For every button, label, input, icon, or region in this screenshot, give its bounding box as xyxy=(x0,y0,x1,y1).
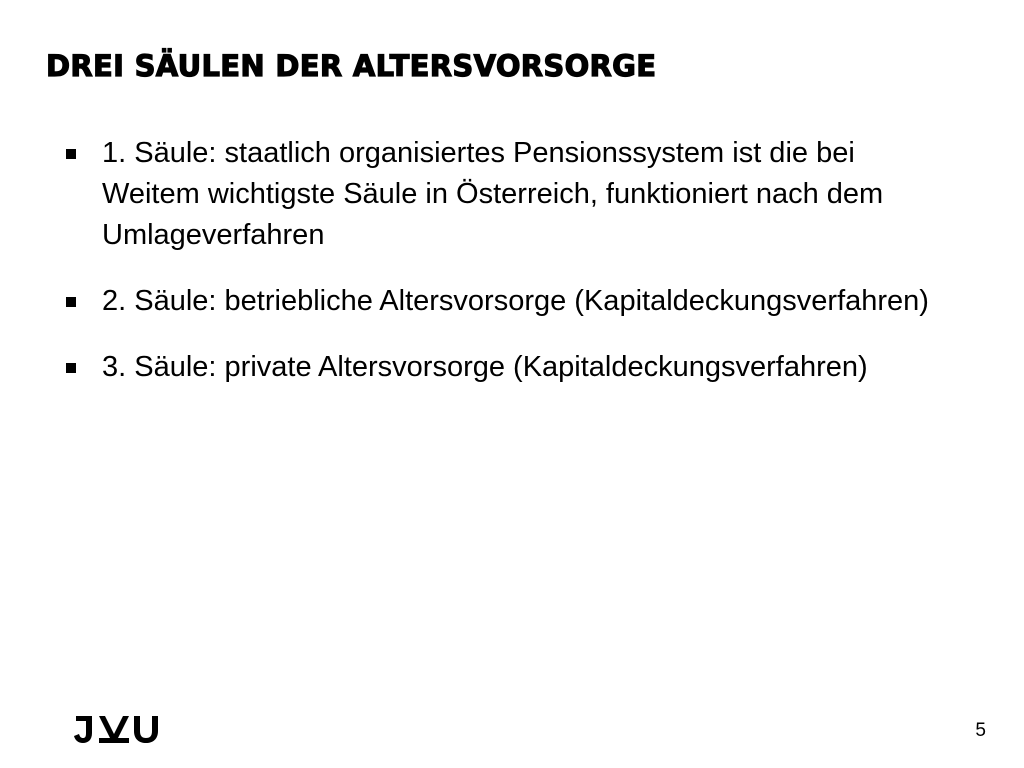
square-bullet-icon xyxy=(66,297,76,307)
slide-title: DREI SÄULEN DER ALTERSVORSORGE xyxy=(46,49,657,83)
jku-logo-icon xyxy=(72,712,162,746)
bullet-text: 2. Säule: betriebliche Altersvorsorge (Kapitaldeckungsverfahren) xyxy=(102,285,929,317)
bullet-text: 3. Säule: private Altersvorsorge (Kapitaldeckungsverfahren) xyxy=(102,351,868,383)
bullet-item xyxy=(0,281,942,322)
square-bullet-icon xyxy=(66,363,76,373)
bullet-text: 1. Säule: staatlich organisiertes Pensionssystem ist die bei Weitem wichtigste Säule in Österreich, funktioniert nach dem Umlageverfahren xyxy=(102,137,884,251)
bullet-item xyxy=(0,347,942,388)
square-bullet-icon xyxy=(66,149,76,159)
page-number: 5 xyxy=(975,720,986,741)
bullet-item xyxy=(0,133,942,256)
bullet-list xyxy=(0,133,1024,413)
